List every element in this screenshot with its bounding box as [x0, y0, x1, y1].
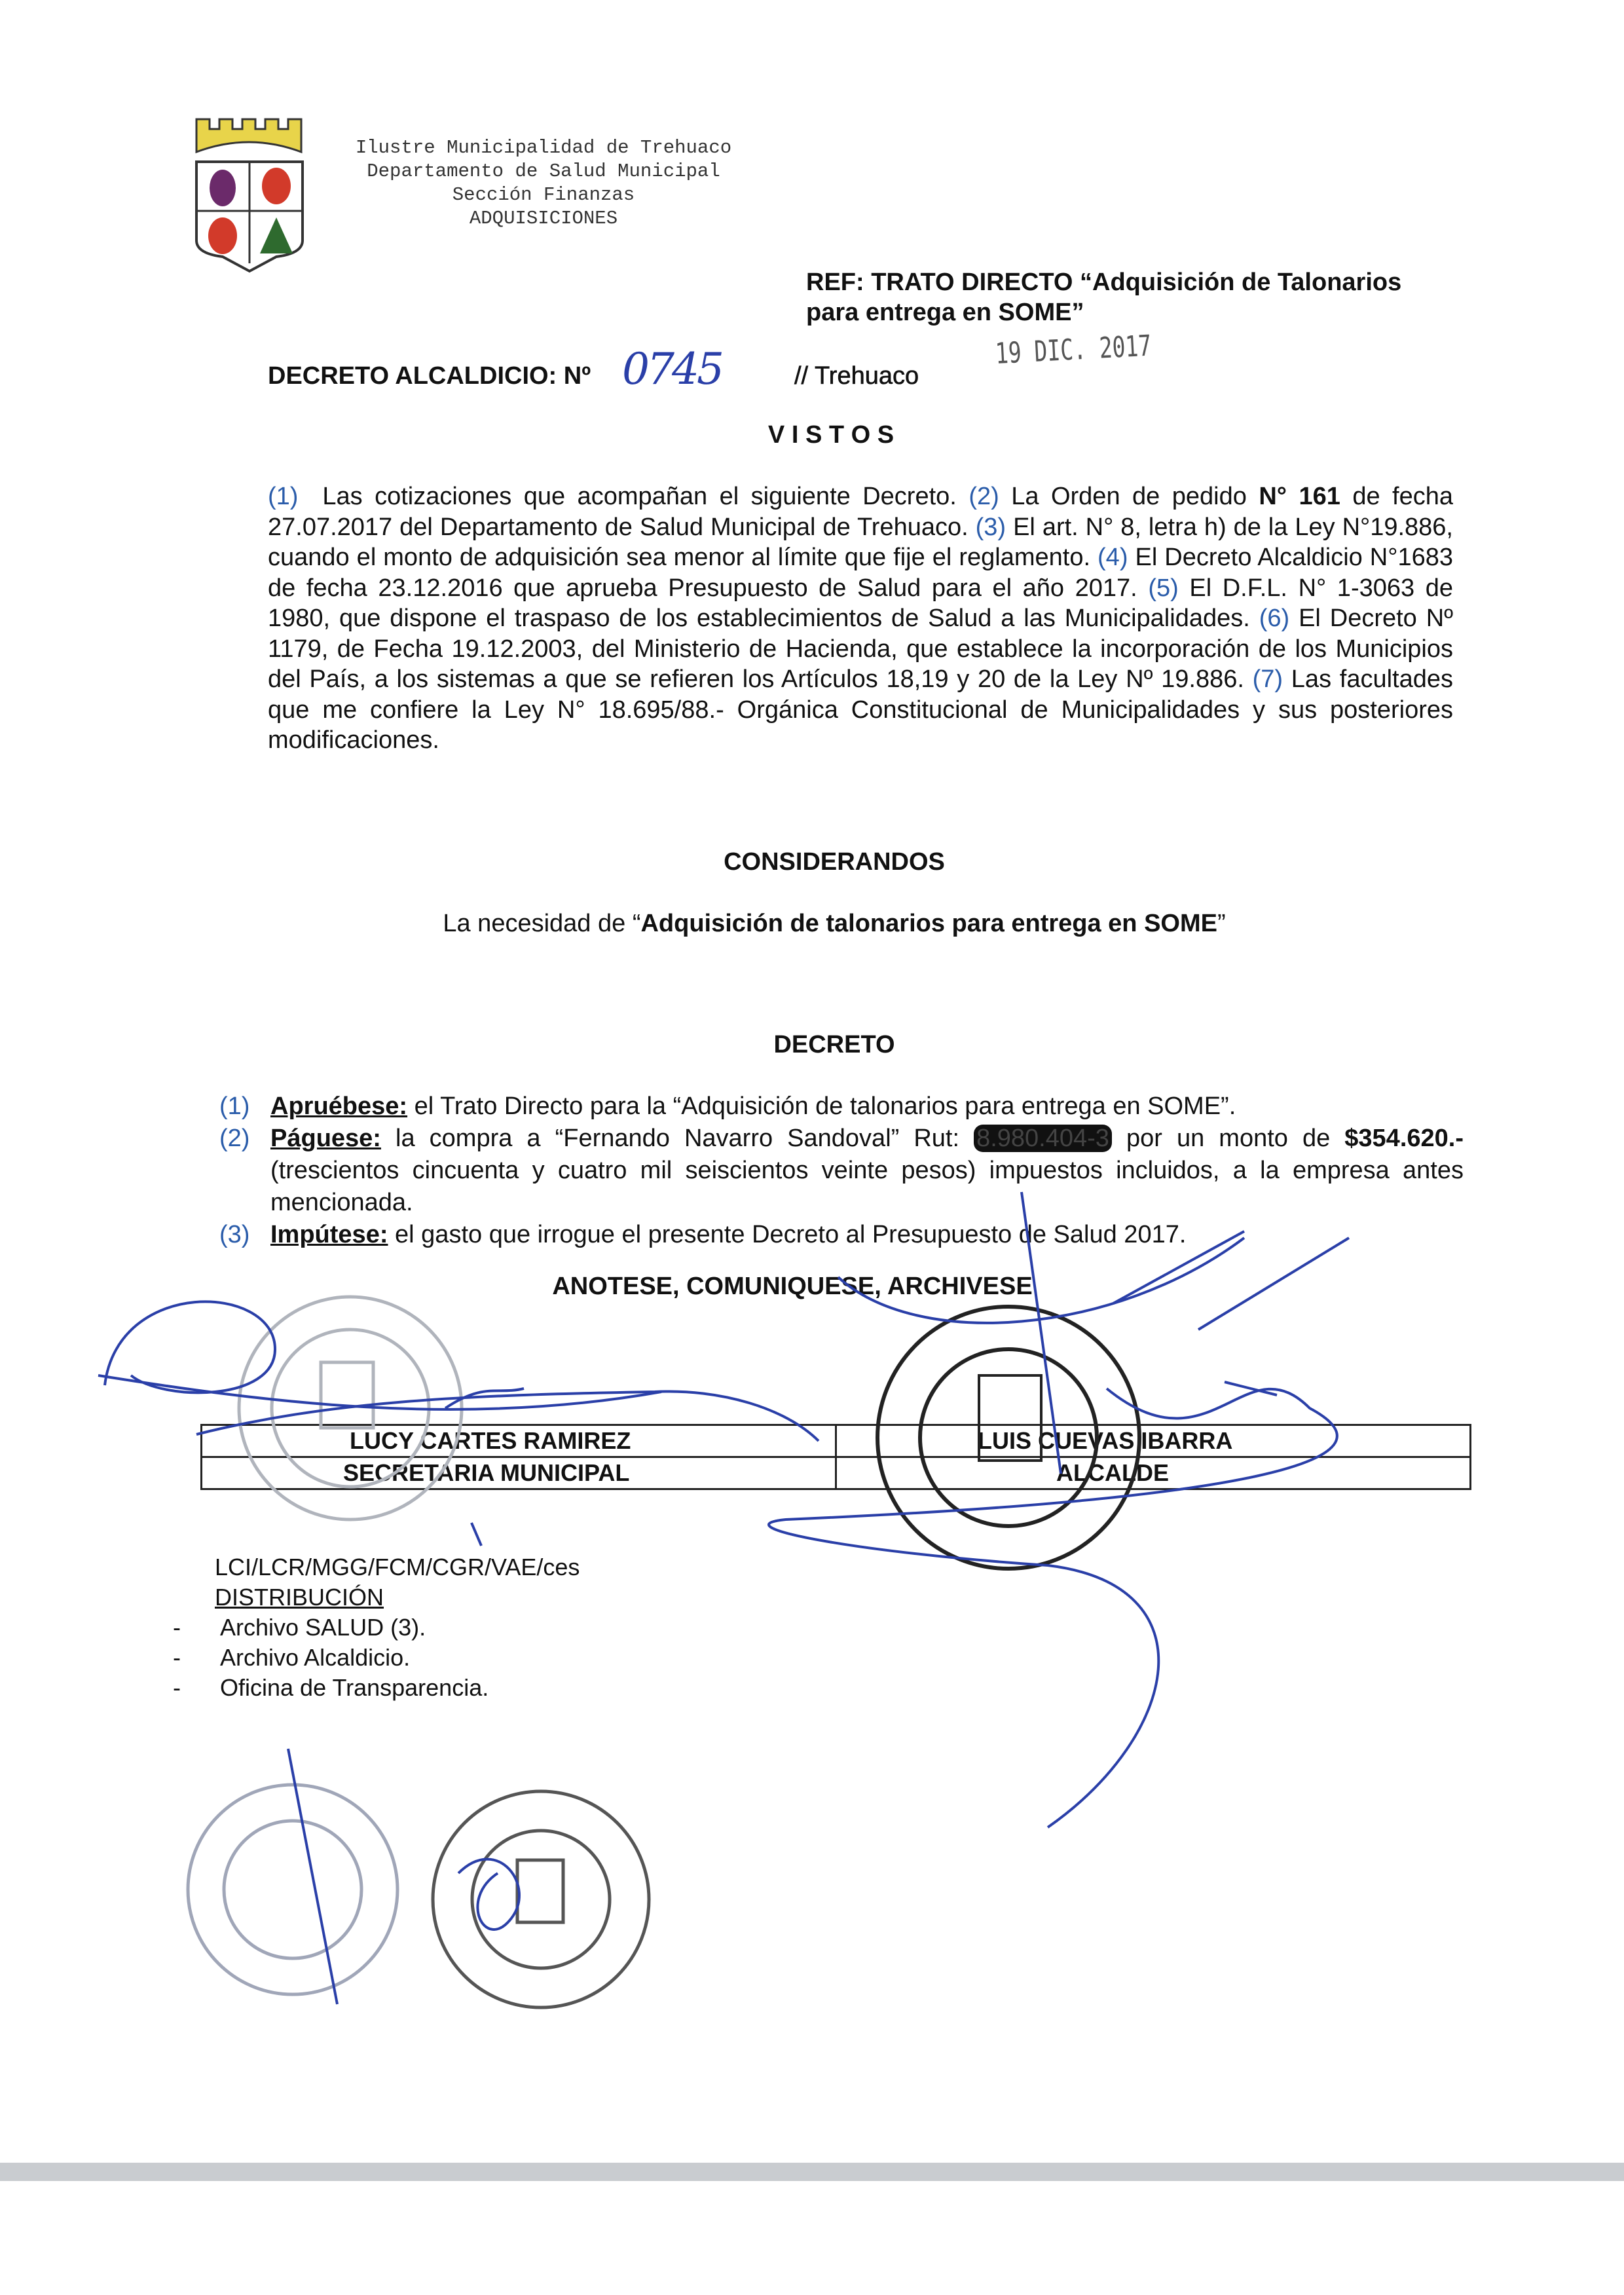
distribution-item: - Archivo SALUD (3). — [173, 1614, 426, 1641]
order-number: N° 161 — [1259, 483, 1340, 510]
juridico-stamp — [433, 1791, 649, 2007]
reference-line: REF: TRATO DIRECTO “Adquisición de Talonarios — [806, 269, 1402, 296]
decreto-items — [219, 1091, 1464, 1251]
footer — [173, 1552, 580, 1703]
item-number: (3) — [219, 1221, 250, 1248]
decreto-title: DECRETO — [773, 1031, 895, 1058]
decreto-item — [219, 1091, 1464, 1123]
item-number: (3) — [975, 513, 1006, 541]
vistos-text: Las cotizaciones que acompañan el siguiente Decreto. — [322, 483, 957, 510]
vistos-text: El Decreto Alcaldicio N°1683 de fecha 23.12.2016 que aprueba Presupuesto de Salud para el año 2017. — [268, 544, 1453, 602]
item-text: la compra a “Fernando Navarro Sandoval” Rut: — [380, 1125, 974, 1152]
considerandos-title: CONSIDERANDOS — [724, 848, 945, 876]
decree-number-handwritten: 0745 — [622, 344, 722, 394]
item-number: (7) — [1252, 665, 1283, 693]
decree-place: // Trehuaco — [794, 362, 919, 390]
item-number: (1) — [219, 1092, 250, 1120]
item-text: por un monto de — [1111, 1125, 1345, 1152]
distribution-item: - Archivo Alcaldicio. — [173, 1644, 411, 1671]
scan-edge-band — [0, 2163, 1624, 2181]
item-number: (2) — [969, 483, 999, 510]
vistos-text: La Orden de pedido — [1011, 483, 1259, 510]
distribution-text: Oficina de Transparencia. — [220, 1674, 489, 1701]
item-label: Impútese: — [270, 1221, 388, 1248]
signer-left-title: SECRETARIA MUNICIPAL — [202, 1457, 836, 1489]
distribution-text: Archivo SALUD (3). — [220, 1614, 426, 1641]
item-text: el gasto que irrogue el presente Decreto al Presupuesto de Salud 2017. — [388, 1221, 1187, 1248]
vistos-text: Las facultades que me confiere la Ley N° 18.695/88.- Orgánica Constitucional de Municipalidades y sus posteriores modificaciones. — [268, 665, 1453, 754]
considerandos-subject: Adquisición de talonarios para entrega en SOME — [640, 910, 1217, 937]
distribution-title: DISTRIBUCIÓN — [215, 1584, 384, 1611]
distribution-text: Archivo Alcaldicio. — [220, 1644, 411, 1671]
item-number: (2) — [219, 1125, 250, 1152]
vistos-text: de fecha 27.07.2017 del Departamento de Salud Municipal de Trehuaco. — [268, 483, 1454, 541]
closing-formula: ANOTESE, COMUNIQUESE, ARCHIVESE — [552, 1273, 1033, 1300]
municipal-logo — [190, 113, 309, 273]
header-line: Sección Finanzas — [452, 184, 635, 206]
municipal-coat-of-arms-icon — [190, 113, 309, 273]
header-line: Ilustre Municipalidad de Trehuaco — [355, 137, 732, 159]
considerandos-text — [376, 910, 1293, 938]
considerandos-end: ” — [1217, 910, 1226, 937]
reference-line: para entrega en SOME” — [806, 299, 1084, 326]
header-block — [327, 136, 760, 231]
vistos-paragraph — [268, 481, 1453, 756]
distribution-item: - Oficina de Transparencia. — [173, 1674, 489, 1701]
vistos-text: El D.F.L. N° 1-3063 de 1980, que dispone el traspaso de los establecimientos de Salud a las Municipalidades. — [268, 574, 1453, 632]
date-stamp: 19 DIC. 2017 — [994, 329, 1153, 371]
header-line: ADQUISICIONES — [469, 208, 618, 229]
reference — [806, 267, 1401, 327]
item-label: Apruébese: — [270, 1092, 408, 1120]
header-line: Departamento de Salud Municipal — [367, 160, 720, 182]
signature-table — [200, 1424, 1471, 1490]
vistos-text: El art. N° 8, letra h) de la Ley N°19.886, cuando el monto de adquisición sea menor al límite que fije el reglamento. — [268, 513, 1453, 571]
vistos-text: El Decreto Nº 1179, de Fecha 19.12.2003, del Ministerio de Hacienda, que establece la incorporación de los Municipios del País, a los sistemas a que se refieren los Artículos 18,19 y 20 de la Ley Nº 19.886. — [268, 605, 1454, 693]
item-text: el Trato Directo para la “Adquisición de talonarios para entrega en SOME”. — [407, 1092, 1236, 1120]
signer-right-name: LUIS CUEVAS IBARRA — [836, 1425, 1471, 1457]
item-label: Páguese: — [270, 1125, 381, 1152]
vistos-title: V I S T O S — [767, 421, 895, 449]
considerandos-lead: La necesidad de “ — [443, 910, 641, 937]
item-number: (6) — [1259, 605, 1290, 632]
decree-label: DECRETO ALCALDICIO: Nº — [268, 362, 591, 390]
item-number: (4) — [1098, 544, 1128, 571]
signer-right-title: ALCALDE — [836, 1457, 1471, 1489]
signer-left-name: LUCY CARTES RAMIREZ — [202, 1425, 836, 1457]
control-stamp — [188, 1785, 397, 1994]
item-text: (trescientos cincuenta y cuatro mil seiscientos veinte pesos) impuestos incluidos, a la empresa antes mencionada. — [270, 1157, 1464, 1216]
payment-amount: $354.620.- — [1344, 1125, 1464, 1152]
item-number: (1) — [268, 483, 299, 510]
redacted-rut: 8.980.404-3 — [974, 1125, 1112, 1152]
initials: LCI/LCR/MGG/FCM/CGR/VAE/ces — [215, 1554, 580, 1580]
decreto-item — [219, 1123, 1464, 1219]
item-number: (5) — [1148, 574, 1179, 602]
decreto-item — [219, 1219, 1464, 1251]
